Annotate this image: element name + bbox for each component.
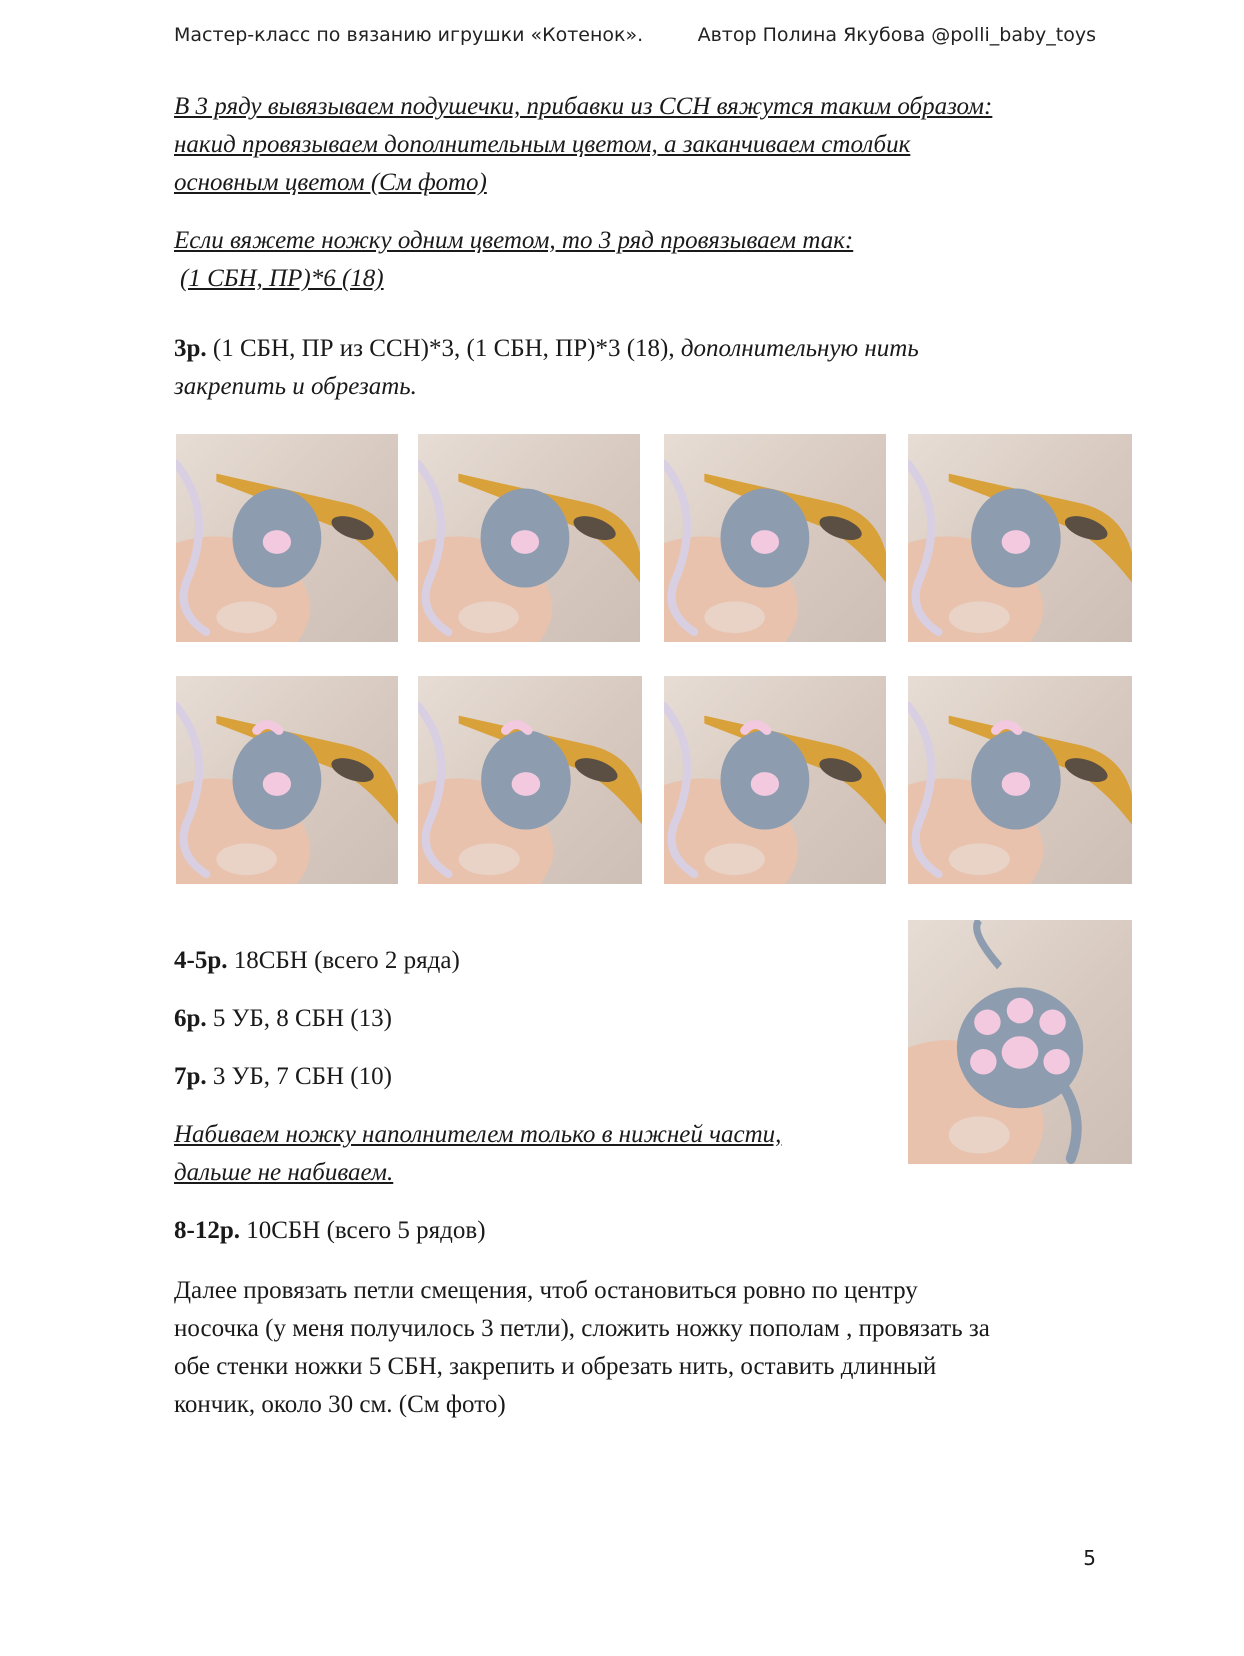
row-8-12	[174, 1212, 486, 1250]
fingernail	[704, 601, 765, 633]
pink-pad	[1002, 530, 1031, 554]
row-7	[174, 1058, 392, 1096]
photo-illustration	[176, 434, 398, 642]
header-right: Автор Полина Якубова @polli_baby_toys	[697, 24, 1096, 46]
stuffing-line-2: дальше не набиваем.	[174, 1159, 394, 1186]
photo-illustration	[418, 434, 640, 642]
final-line-3: обе стенки ножки 5 СБН, закрепить и обрезать нить, оставить длинный	[174, 1353, 937, 1380]
step-photo-8	[908, 676, 1132, 884]
toe-pad	[1039, 1009, 1065, 1035]
row-8-12-text: 10СБН (всего 5 рядов)	[239, 1217, 486, 1244]
toe-pad	[974, 1009, 1000, 1035]
intro-line-4: Если вяжете ножку одним цветом, то 3 ряд провязываем так:	[174, 227, 854, 254]
step-photo-1	[176, 434, 398, 642]
row-8-12-label: 8-12р.	[174, 1217, 240, 1244]
fingernail	[458, 601, 519, 633]
pink-pad	[512, 772, 541, 796]
pink-pad	[1002, 772, 1031, 796]
toe-pad	[1043, 1049, 1069, 1075]
pink-pad	[263, 530, 291, 554]
pink-pad	[751, 772, 779, 796]
toe-pad	[970, 1049, 996, 1075]
row-4-5-label: 4-5р.	[174, 947, 228, 974]
photo-illustration	[664, 434, 886, 642]
row3-line-2: закрепить и обрезать.	[174, 373, 417, 400]
row3-italic-1: дополнительную нить	[680, 335, 919, 362]
step-photo-3	[664, 434, 886, 642]
step-photo-5	[176, 676, 398, 884]
row3-line-1	[174, 330, 919, 368]
final-line-4: кончик, около 30 см. (См фото)	[174, 1391, 506, 1418]
row-7-label: 7р.	[174, 1063, 207, 1090]
page-number: 5	[1083, 1546, 1096, 1570]
header-left: Мастер-класс по вязанию игрушки «Котенок».	[174, 24, 644, 46]
step-photo-6	[418, 676, 642, 884]
photo-illustration	[908, 676, 1132, 884]
yarn-tail	[1061, 1083, 1077, 1159]
step-photo-4	[908, 434, 1132, 642]
final-line-1: Далее провязать петли смещения, чтоб остановиться ровно по центру	[174, 1277, 918, 1304]
final-line-2: носочка (у меня получилось 3 петли), сложить ножку пополам , провязать за	[174, 1315, 990, 1342]
row-6-label: 6р.	[174, 1005, 207, 1032]
pink-pad	[1002, 1036, 1039, 1069]
step-photo-2	[418, 434, 640, 642]
row-7-text: 3 УБ, 7 СБН (10)	[206, 1063, 392, 1090]
row-6	[174, 1000, 392, 1038]
photo-illustration	[664, 676, 886, 884]
intro-line-1: В 3 ряду вывязываем подушечки, прибавки из ССН вяжутся таким образом:	[174, 93, 993, 120]
photo-illustration	[176, 676, 398, 884]
intro-line-3: основным цветом (См фото)	[174, 169, 487, 196]
fingernail	[949, 843, 1010, 875]
photo-illustration	[418, 676, 642, 884]
fingernail	[704, 843, 765, 875]
step-photo-7	[664, 676, 886, 884]
row-4-5	[174, 942, 460, 980]
fingernail	[216, 601, 277, 633]
fingernail	[949, 1116, 1010, 1153]
yarn-strand	[977, 920, 1000, 966]
row-4-5-text: 18СБН (всего 2 ряда)	[227, 947, 460, 974]
row3-text: (1 СБН, ПР из ССН)*3, (1 СБН, ПР)*3 (18),	[206, 335, 681, 362]
pink-pad	[263, 772, 291, 796]
pink-pad	[751, 530, 779, 554]
fingernail	[216, 843, 277, 875]
result-photo	[908, 920, 1132, 1164]
pink-pad	[511, 530, 539, 554]
toe-pad	[1007, 998, 1033, 1024]
fingernail	[949, 601, 1010, 633]
intro-line-5: (1 СБН, ПР)*6 (18)	[180, 265, 384, 292]
fingernail	[459, 843, 520, 875]
photo-illustration	[908, 920, 1132, 1164]
stuffing-line-1: Набиваем ножку наполнителем только в нижней части,	[174, 1121, 782, 1148]
row-6-text: 5 УБ, 8 СБН (13)	[206, 1005, 392, 1032]
photo-illustration	[908, 434, 1132, 642]
intro-line-2: накид провязываем дополнительным цветом, а заканчиваем столбик	[174, 131, 911, 158]
row3-label: 3р.	[174, 335, 207, 362]
